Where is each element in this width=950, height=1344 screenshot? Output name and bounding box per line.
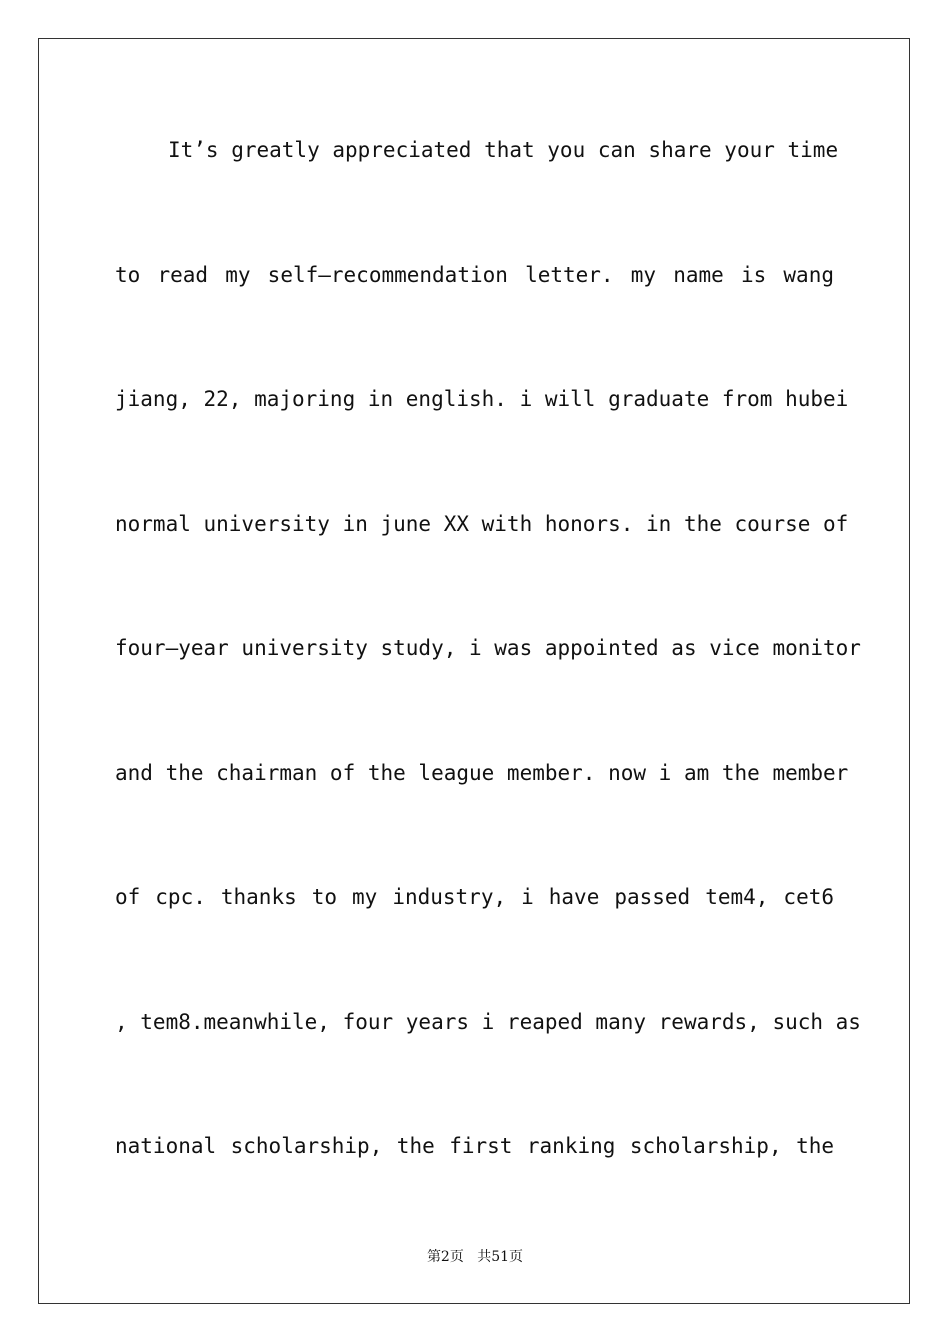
body-line-7: of cpc. thanks to my industry, i have passed tem4, cet6 — [115, 885, 834, 909]
page-footer — [0, 1246, 950, 1266]
total-pages: 共51页 — [477, 1249, 524, 1265]
body-line-1: It’s greatly appreciated that you can share your time — [168, 138, 839, 162]
body-line-8: , tem8.meanwhile, four years i reaped many rewards, such as — [115, 1010, 861, 1034]
body-line-9: national scholarship, the first ranking scholarship, the — [115, 1134, 834, 1158]
body-line-2: to read my self—recommendation letter. my name is wang — [115, 263, 834, 287]
body-line-6: and the chairman of the league member. now i am the member — [115, 761, 849, 785]
body-line-3: jiang, 22, majoring in english. i will graduate from hubei — [115, 387, 849, 411]
body-line-5: four—year university study, i was appointed as vice monitor — [115, 636, 861, 660]
body-line-4: normal university in june XX with honors. in the course of — [115, 512, 849, 536]
page-frame — [38, 38, 910, 1304]
page-number: 第2页 — [426, 1249, 464, 1265]
